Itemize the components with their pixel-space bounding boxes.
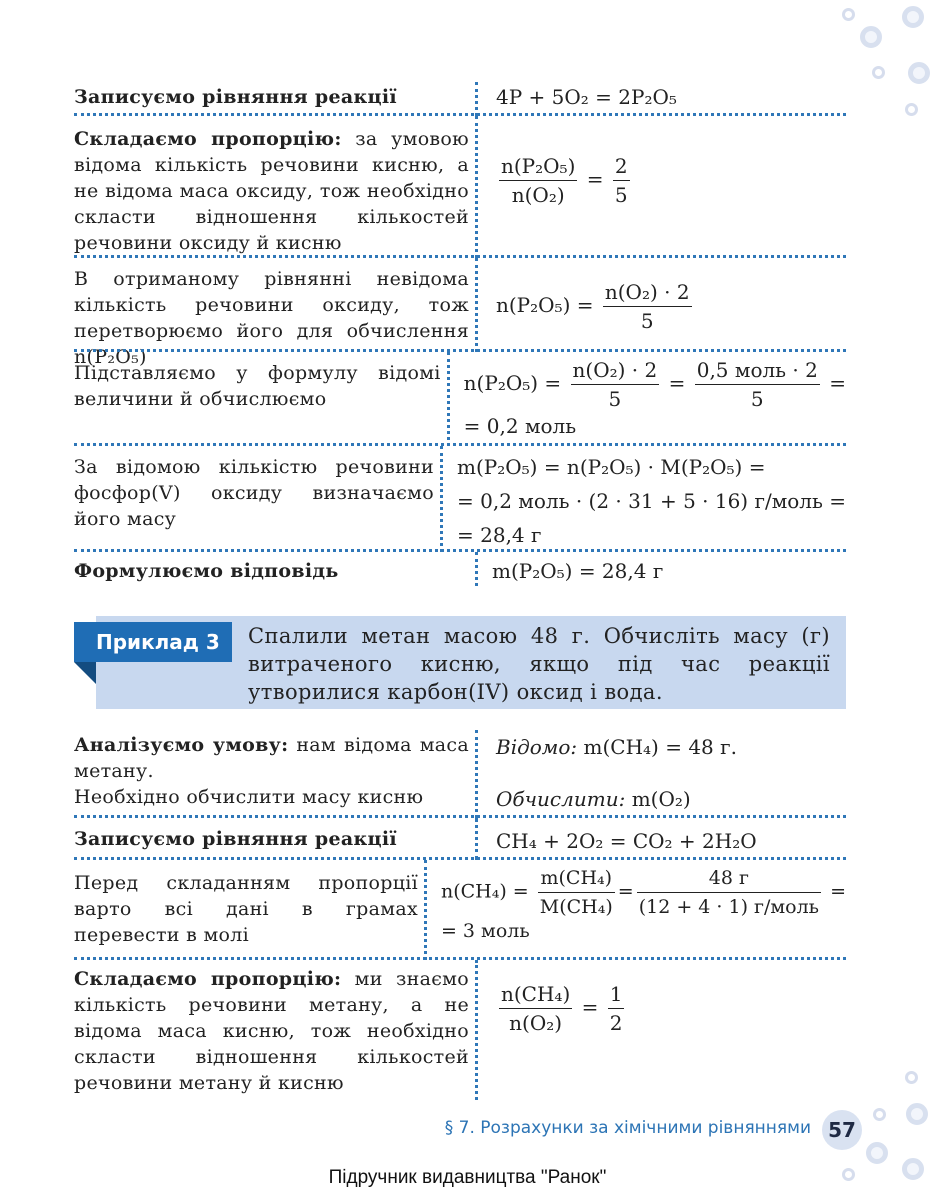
example-tag: Приклад 3 — [74, 622, 232, 662]
example-problem: Спалили метан масою 48 г. Обчисліть масу (г) витраченого кисню, якщо під час реакції утворилися карбон(IV) оксид і вода. — [248, 624, 830, 704]
equals-sign: = — [829, 371, 846, 395]
step-description — [74, 730, 478, 818]
calculation — [450, 352, 846, 446]
numerator: m(CH₄) — [538, 866, 615, 893]
solution-table-1 — [74, 82, 846, 586]
denominator: M(CH₄) — [539, 896, 613, 918]
table-row — [74, 446, 846, 552]
given-block — [478, 730, 846, 818]
numerator: n(O₂) · 2 — [571, 358, 660, 385]
fraction — [571, 358, 660, 411]
denominator: 5 — [608, 387, 622, 411]
calculation — [443, 446, 846, 552]
step-text: нам відома маса метану. — [74, 734, 469, 782]
bubble-decoration — [873, 1108, 886, 1121]
step-description: В отриманому рівнянні невідома кількість речовини оксиду, тож перетворюємо його для обчислення n(P₂O₅) — [74, 258, 478, 352]
step-label: Записуємо рівняння реакції — [74, 82, 478, 116]
equals-sign: = — [668, 371, 686, 395]
formula-lhs: n(P₂O₅) = — [496, 293, 594, 317]
formula-lhs: n(CH₄) = — [440, 880, 529, 903]
bubble-decoration — [902, 6, 924, 28]
proportion-formula: $\frac{\text{n(P₂O₅)}}{\text{n(O₂)}}$ = $\frac{2}{5}$ — [501, 154, 628, 207]
step-description: Підставляємо у формулу відомі величини й обчислюємо — [74, 352, 450, 446]
given-value: m(CH₄) = 48 г. — [583, 735, 737, 759]
example-box — [74, 614, 846, 709]
table-row — [74, 352, 846, 446]
table-row — [74, 552, 846, 586]
bubble-decoration — [872, 66, 885, 79]
bubble-decoration — [905, 103, 918, 116]
proportion-formula: $\frac{\text{n(CH₄)}}{\text{n(O₂)}}$ = $\frac{1}{2}$ — [501, 982, 623, 1035]
numerator: 2 — [613, 154, 630, 181]
table-row — [74, 116, 846, 258]
step-label: Записуємо рівняння реакції — [74, 818, 478, 860]
step-text: Необхідно обчислити масу кисню — [74, 786, 424, 808]
numerator: n(CH₄) — [499, 982, 572, 1009]
equals-sign: = — [617, 880, 634, 903]
numerator: 0,5 моль · 2 — [695, 358, 820, 385]
bubble-decoration — [860, 26, 882, 48]
step-text: за умовою відома кількість речовини кисню, а не відома маса оксиду, тож необхідно скласти відношення кількостей речовини оксиду й кисню — [74, 128, 470, 254]
calc-result: = 28,4 г — [457, 523, 542, 547]
step-label: Складаємо пропорцію: — [74, 128, 342, 150]
bubble-decoration — [866, 1142, 888, 1164]
denominator: n(O₂) — [511, 183, 565, 207]
denominator: 2 — [609, 1011, 623, 1035]
formula-lhs: n(P₂O₅) = — [463, 371, 562, 395]
table-row — [74, 730, 846, 818]
calc-line: m(P₂O₅) = n(P₂O₅) · M(P₂O₅) = — [457, 455, 766, 479]
bubble-decoration — [906, 1103, 928, 1125]
bubble-decoration — [908, 62, 930, 84]
fraction — [603, 280, 692, 333]
calculation — [427, 860, 846, 960]
calc-line: = 0,2 моль · (2 · 31 + 5 · 16) г/моль = — [457, 489, 846, 513]
reaction-equation: 4P + 5O₂ = 2P₂O₅ — [496, 85, 677, 109]
step-description: Перед складанням пропорції варто всі дані в грамах перевести в молі — [74, 860, 427, 960]
chapter-title: § 7. Розрахунки за хімічними рівняннями — [444, 1118, 811, 1138]
table-row — [74, 818, 846, 860]
denominator: 5 — [614, 183, 628, 207]
step-text: ми знаємо кількість речовини метану, а не відома маса кисню, тож необхідно скласти відношення кількостей речовини метану й кисню — [74, 968, 470, 1094]
table-row — [74, 960, 846, 1100]
table-row — [74, 860, 846, 960]
fraction — [637, 866, 821, 919]
fraction — [695, 358, 820, 411]
fraction — [538, 866, 615, 919]
calc-result: = 3 моль — [440, 920, 530, 942]
table-row — [74, 258, 846, 368]
formula — [478, 258, 846, 352]
numerator: 1 — [608, 982, 625, 1009]
bubble-decoration — [842, 8, 855, 21]
tag-fold — [74, 662, 96, 684]
page-number: 57 — [822, 1110, 862, 1150]
reaction-equation: CH₄ + 2O₂ = CO₂ + 2H₂O — [496, 829, 757, 853]
step-label: Формулюємо відповідь — [74, 552, 478, 586]
answer: m(P₂O₅) = 28,4 г — [492, 559, 664, 583]
publisher-credit: Підручник видавництва "Ранок" — [328, 1167, 607, 1188]
step-label: Складаємо пропорцію: — [74, 968, 342, 990]
step-description — [74, 116, 478, 258]
table-row — [74, 82, 846, 116]
calc-result: = 0,2 моль — [463, 414, 577, 438]
numerator: n(P₂O₅) — [499, 154, 577, 181]
given-label: Відомо: — [496, 735, 578, 759]
fraction — [499, 982, 572, 1035]
fraction — [608, 982, 625, 1035]
step-description — [74, 960, 478, 1100]
step-label: Аналізуємо умову: — [74, 734, 289, 756]
solution-table-2 — [74, 730, 846, 1100]
denominator: (12 + 4 · 1) г/моль — [638, 896, 820, 918]
numerator: n(O₂) · 2 — [603, 280, 692, 307]
fraction — [499, 154, 577, 207]
bubble-decoration — [905, 1071, 918, 1084]
find-value: m(O₂) — [631, 787, 691, 811]
find-label: Обчислити: — [496, 787, 626, 811]
numerator: 48 г — [637, 866, 821, 893]
step-description: За відомою кількістю речовини фосфор(V) оксиду визначаємо його масу — [74, 446, 443, 552]
denominator: n(O₂) — [509, 1011, 563, 1035]
fraction — [613, 154, 630, 207]
denominator: 5 — [640, 309, 654, 333]
equals-sign: = — [830, 880, 846, 903]
denominator: 5 — [750, 387, 764, 411]
